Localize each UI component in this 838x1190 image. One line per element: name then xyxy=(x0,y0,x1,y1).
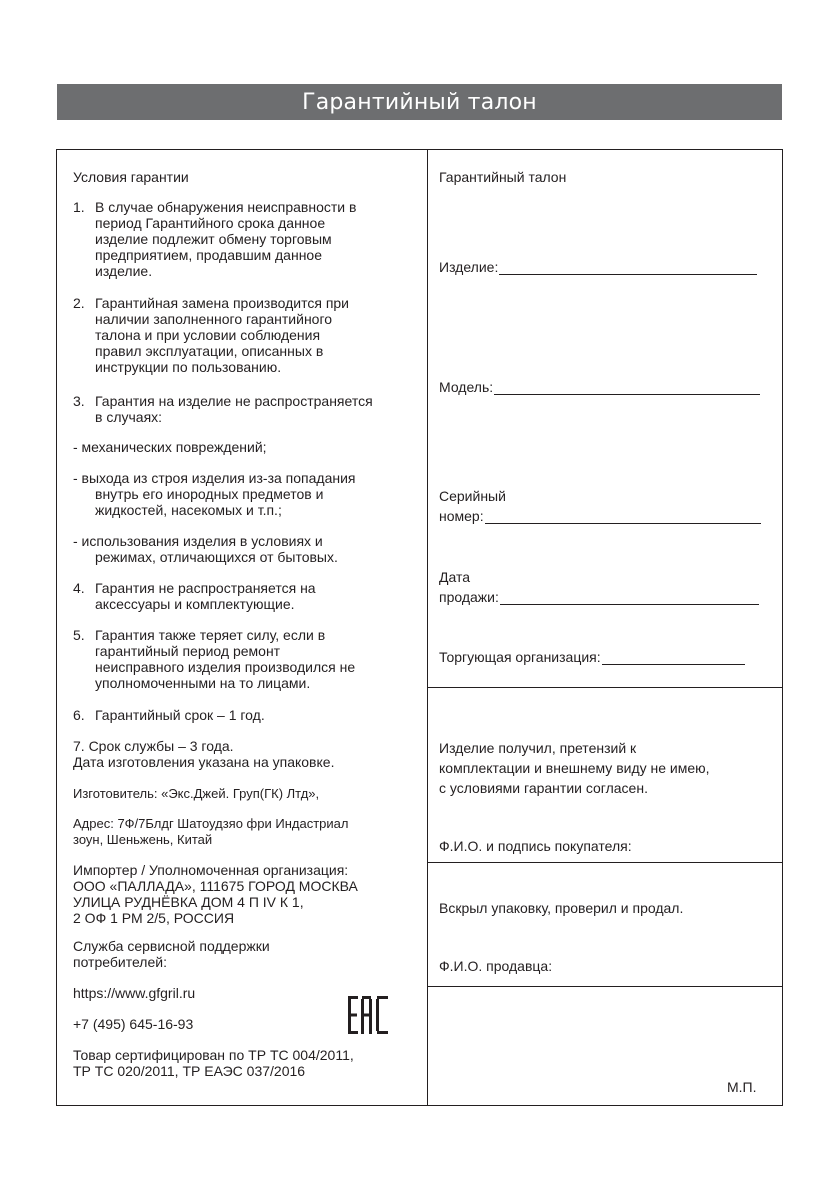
eac-mark-icon xyxy=(347,995,389,1035)
warranty-card xyxy=(56,149,783,1106)
condition-item: 3. Гарантия на изделие не распространяется в случаях: xyxy=(73,393,373,425)
condition-item: 1. В случае обнаружения неисправности в период Гарантийного срока данное изделие подлежит обмену торговым предприятием, продавшим данное изделие. xyxy=(73,199,357,279)
stamp-label: М.П. xyxy=(727,1079,757,1095)
model-field[interactable]: Модель: xyxy=(439,379,760,395)
section-divider xyxy=(427,986,782,987)
serial-number-field[interactable]: номер: xyxy=(439,508,761,524)
condition-item: 4. Гарантия не распространяется на аксессуары и комплектующие. xyxy=(73,580,316,612)
condition-item: 2. Гарантийная замена производится при наличии заполненного гарантийного талона и при условии соблюдения правил эксплуатации, описанных в инструкции по пользованию. xyxy=(73,295,350,375)
manufacturer: Изготовитель: «Экс.Джей. Груп(ГК) Лтд», xyxy=(73,786,320,801)
buyer-signature-label: Ф.И.О. и подпись покупателя: xyxy=(439,838,632,854)
service-support: Служба сервисной поддержки потребителей: xyxy=(73,938,270,970)
page-title: Гарантийный талон xyxy=(302,89,537,115)
trading-org-field[interactable]: Торгующая организация: xyxy=(439,649,745,665)
importer: Импортер / Уполномоченная организация: ООО «ПАЛЛАДА», 111675 ГОРОД МОСКВА УЛИЦА РУДНЁВКА ДОМ 4 П IV К 1, 2 ОФ 1 РМ 2/5, РОССИЯ xyxy=(73,862,358,926)
product-field[interactable]: Изделие: xyxy=(439,259,757,275)
exclusion-item: - использования изделия в условиях и режимах, отличающихся от бытовых. xyxy=(73,533,338,565)
title-banner xyxy=(57,84,782,120)
column-divider xyxy=(427,150,428,1105)
serial-label: Серийный xyxy=(439,488,506,504)
section-divider xyxy=(427,687,782,688)
card-heading: Гарантийный талон xyxy=(439,169,567,185)
certification: Товар сертифицирован по ТР ТС 004/2011, ТР ТС 020/2011, ТР ЕАЭС 037/2016 xyxy=(73,1047,354,1079)
seller-name-label: Ф.И.О. продавца: xyxy=(439,958,553,974)
condition-item: 5. Гарантия также теряет силу, если в гарантийный период ремонт неисправного изделия производился не уполномоченными на то лицами. xyxy=(73,627,356,691)
seller-statement: Вскрыл упаковку, проверил и продал. xyxy=(439,900,684,916)
section-divider xyxy=(427,862,782,863)
sale-date-field[interactable]: продажи: xyxy=(439,589,759,605)
service-life: 7. Срок службы – 3 года. Дата изготовления указана на упаковке. xyxy=(73,738,335,770)
website: https://www.gfgril.ru xyxy=(73,985,196,1001)
exclusion-item: - выхода из строя изделия из-за попадания внутрь его инородных предметов и жидкостей, насекомых и т.п.; xyxy=(73,470,356,518)
buyer-statement: Изделие получил, претензий к комплектации и внешнему виду не имею, с условиями гарантии согласен. xyxy=(439,740,710,796)
sale-date-label: Дата xyxy=(439,569,471,585)
conditions-heading: Условия гарантии xyxy=(73,169,189,185)
manufacturer-address: Адрес: 7Ф/7Блдг Шатоудзяо фри Индастриал зоун, Шеньжень, Китай xyxy=(73,816,349,847)
condition-item: 6. Гарантийный срок – 1 год. xyxy=(73,707,265,723)
exclusion-item: - механических повреждений; xyxy=(73,439,267,455)
phone: +7 (495) 645-16-93 xyxy=(73,1016,194,1032)
